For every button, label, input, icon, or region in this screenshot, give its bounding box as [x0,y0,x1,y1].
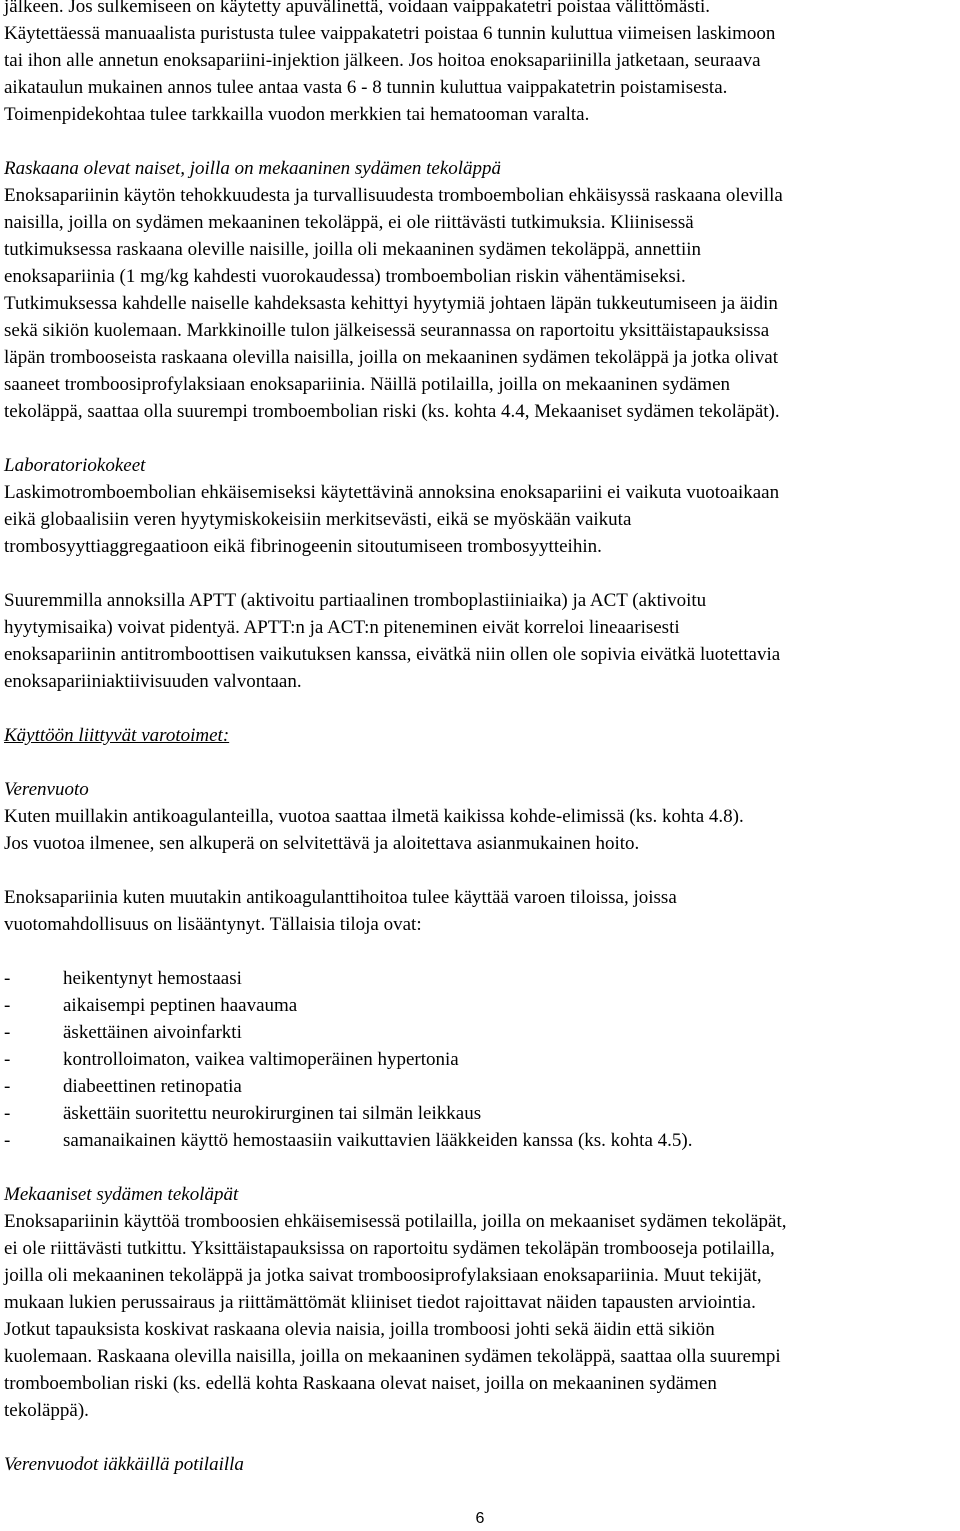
text-line: tekoläppä). [4,1400,89,1421]
section-pregnant-valves [4,155,956,425]
spacer [4,425,956,452]
text-line: Kuten muillakin antikoagulanteilla, vuotoa saattaa ilmetä kaikissa kohde-elimissä (ks. kohta 4.8). [4,806,744,827]
text-line: Enoksapariinia kuten muutakin antikoagulanttihoitoa tulee käyttää varoen tiloissa, joissa [4,887,677,908]
section-mechanical-valves [4,1181,956,1424]
page-number: 6 [475,1510,485,1527]
list-item-text: heikentynyt hemostaasi [63,968,242,989]
text-line: enoksapariinia (1 mg/kg kahdesti vuorokaudessa) tromboembolian riskin vähentämiseksi. [4,266,686,287]
list-item [4,1019,956,1046]
spacer [4,128,956,155]
text-line: Suuremmilla annoksilla APTT (aktivoitu partiaalinen tromboplastiiniaika) ja ACT (aktivoitu [4,590,707,611]
intro-paragraph [4,0,956,128]
spacer [4,695,956,722]
text-line: mukaan lukien perussairaus ja riittämättömät kliiniset tiedot rajoittavat näiden tapausten arviointia. [4,1292,756,1313]
list-item [4,965,956,992]
text-line: kuolemaan. Raskaana olevilla naisilla, joilla on mekaaninen sydämen tekoläppä, saattaa olla suurempi [4,1346,781,1367]
text-line: Laskimotromboembolian ehkäisemiseksi käytettävinä annoksina enoksapariini ei vaikuta vuotoaikaan [4,482,780,503]
list-item-text: samanaikainen käyttö hemostaasiin vaikuttavien lääkkeiden kanssa (ks. kohta 4.5). [63,1130,693,1151]
text-line: vuotomahdollisuus on lisääntynyt. Tällaisia tiloja ovat: [4,914,422,935]
text-line: enoksapariiniaktiivisuuden valvontaan. [4,671,302,692]
list-item-text: äskettäinen aivoinfarkti [63,1022,242,1043]
list-item [4,1046,956,1073]
section-bleeding [4,776,956,1154]
spacer [4,1154,956,1181]
list-item-text: diabeettinen retinopatia [63,1076,242,1097]
section-heading: Mekaaniset sydämen tekoläpät [4,1184,239,1205]
spacer [4,857,956,884]
spacer [4,1424,956,1451]
text-line: hyytymisaika) voivat pidentyä. APTT:n ja ACT:n piteneminen eivät korreloi lineaarisesti [4,617,680,638]
text-line: tromboembolian riski (ks. edellä kohta Raskaana olevat naiset, joilla on mekaaninen sydämen [4,1373,717,1394]
list-item [4,1127,956,1154]
list-item-text: aikaisempi peptinen haavauma [63,995,298,1016]
list-item [4,1073,956,1100]
list-marker: - [4,968,11,989]
text-line: tai ihon alle annetun enoksapariini-injektion jälkeen. Jos hoitoa enoksapariinilla jatketaan, seuraava [4,50,761,71]
text-line: enoksapariinin antitromboottisen vaikutuksen kanssa, eivätkä niin ollen ole sopivia eivätkä luotettavia [4,644,781,665]
list-marker: - [4,1130,11,1151]
spacer [4,560,956,587]
text-line: Käytettäessä manuaalista puristusta tulee vaippakatetri poistaa 6 tunnin kuluttua viimeisen laskimoon [4,23,776,44]
document-page [4,0,956,1478]
text-line: Jotkut tapauksista koskivat raskaana olevia naisia, joilla tromboosi johti sekä äidin että sikiön [4,1319,715,1340]
section-heading: Laboratoriokokeet [4,455,146,476]
list-marker: - [4,995,11,1016]
text-line: jälkeen. Jos sulkemiseen on käytetty apuvälinettä, voidaan vaippakatetri poistaa välittömästi. [4,0,710,17]
text-line: eikä globaalisiin veren hyytymiskokeisiin merkitsevästi, eikä se myöskään vaikuta [4,509,632,530]
spacer [4,749,956,776]
section-heading-elderly-bleeding: Verenvuodot iäkkäillä potilailla [4,1454,244,1475]
list-item-text: äskettäin suoritettu neurokirurginen tai silmän leikkaus [63,1103,482,1124]
list-marker: - [4,1076,11,1097]
list-item-text: kontrolloimaton, vaikea valtimoperäinen hypertonia [63,1049,459,1070]
text-line: Tutkimuksessa kahdelle naiselle kahdeksasta kehittyi hyytymiä johtaen läpän tukkeutumiseen ja äidin [4,293,778,314]
text-line: Enoksapariinin käyttöä tromboosien ehkäisemisessä potilailla, joilla on mekaaniset sydämen tekoläpät, [4,1211,787,1232]
risk-conditions-list [4,965,956,1154]
list-marker: - [4,1022,11,1043]
section-laboratory [4,452,956,695]
text-line: Jos vuotoa ilmenee, sen alkuperä on selvitettävä ja aloitettava asianmukainen hoito. [4,833,640,854]
list-marker: - [4,1103,11,1124]
precautions-heading: Käyttöön liittyvät varotoimet: [4,725,230,746]
text-line: läpän trombooseista raskaana olevilla naisilla, joilla on mekaaninen sydämen tekoläppä ja jotka olivat [4,347,779,368]
section-heading: Verenvuoto [4,779,89,800]
text-line: Enoksapariinin käytön tehokkuudesta ja turvallisuudesta tromboembolian ehkäisyssä raskaana olevilla [4,185,783,206]
text-line: naisilla, joilla on sydämen mekaaninen tekoläppä, ei ole riittävästi tutkimuksia. Kliinisessä [4,212,694,233]
text-line: aikataulun mukainen annos tulee antaa vasta 6 - 8 tunnin kuluttua vaippakatetrin poistamisesta. [4,77,728,98]
text-line: tutkimuksessa raskaana oleville naisille, joilla oli mekaaninen sydämen tekoläppä, annettiin [4,239,701,260]
spacer [4,938,956,965]
list-marker: - [4,1049,11,1070]
list-item [4,1100,956,1127]
text-line: joilla oli mekaaninen tekoläppä ja jotka saivat tromboosiprofylaksiaan enoksapariinia. Muut tekijät, [4,1265,762,1286]
text-line: tekoläppä, saattaa olla suurempi tromboembolian riski (ks. kohta 4.4, Mekaaniset sydämen tekoläpät). [4,401,780,422]
text-line: ei ole riittävästi tutkittu. Yksittäistapauksissa on raportoitu sydämen tekoläpän trombooseja potilailla, [4,1238,775,1259]
text-line: sekä sikiön kuolemaan. Markkinoille tulon jälkeisessä seurannassa on raportoitu yksittäistapauksissa [4,320,770,341]
text-line: Toimenpidekohtaa tulee tarkkailla vuodon merkkien tai hematooman varalta. [4,104,590,125]
section-heading: Raskaana olevat naiset, joilla on mekaaninen sydämen tekoläppä [4,158,502,179]
text-line: saaneet tromboosiprofylaksiaan enoksapariinia. Näillä potilailla, joilla on mekaaninen sydämen [4,374,730,395]
list-item [4,992,956,1019]
text-line: trombosyyttiaggregaatioon eikä fibrinogeenin sitoutumiseen trombosyytteihin. [4,536,602,557]
